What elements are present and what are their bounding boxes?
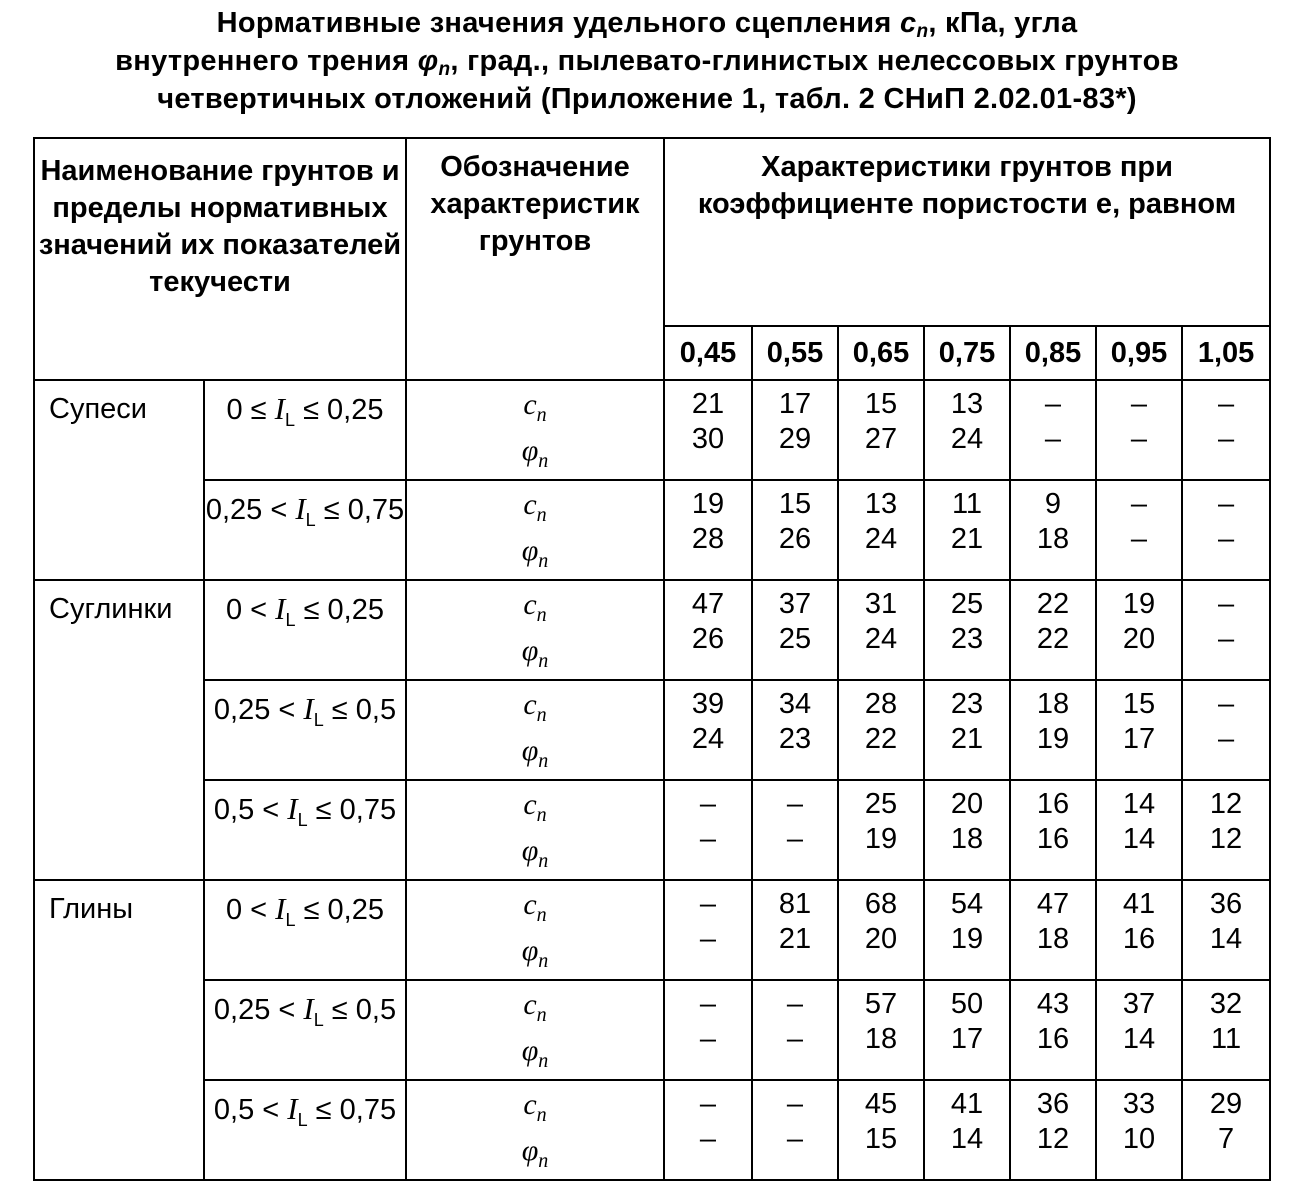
friction-angle-value: 24	[691, 723, 725, 755]
friction-angle-value: 18	[950, 823, 984, 855]
value-cell	[1096, 1080, 1182, 1180]
designation-cell	[406, 1080, 664, 1180]
designation-cell	[406, 780, 664, 880]
cohesion-value: –	[699, 988, 717, 1020]
value-cell	[838, 480, 924, 580]
friction-angle-value: 24	[864, 623, 898, 655]
friction-angle-value: 28	[691, 523, 725, 555]
value-cell	[1010, 380, 1096, 480]
friction-angle-value: 15	[864, 1123, 898, 1155]
friction-angle-value: 22	[864, 723, 898, 755]
cohesion-value: 33	[1122, 1088, 1156, 1120]
designation-cell	[406, 680, 664, 780]
friction-angle-value: 19	[1036, 723, 1070, 755]
value-cell	[924, 580, 1010, 680]
value-cell	[924, 780, 1010, 880]
liquidity-index-range: $0,25 < I_L \le 0,5$	[204, 680, 406, 780]
cohesion-value: 34	[778, 688, 812, 720]
liquidity-index-range: $0,25 < I_L \le 0,5$	[204, 980, 406, 1080]
liquidity-index-symbol: $I_L$	[274, 391, 296, 431]
friction-angle-value: 27	[864, 423, 898, 455]
cohesion-value: 18	[1036, 688, 1070, 720]
cohesion-value: 57	[864, 988, 898, 1020]
cohesion-symbol: $c_n$	[523, 388, 547, 426]
liquidity-index-symbol: $I_L$	[287, 791, 308, 831]
value-cell	[752, 380, 838, 480]
cohesion-value: 37	[778, 588, 812, 620]
cohesion-value: 25	[950, 588, 984, 620]
liquidity-index-symbol: $I_L$	[287, 1091, 308, 1131]
cohesion-value: –	[786, 988, 804, 1020]
cohesion-value: 19	[1122, 588, 1156, 620]
value-cell	[924, 980, 1010, 1080]
friction-angle-value: 29	[778, 423, 812, 455]
liquidity-index-symbol: $I_L$	[303, 991, 324, 1031]
friction-angle-value: –	[1217, 523, 1235, 555]
designation-cell	[406, 480, 664, 580]
cohesion-value: –	[1217, 588, 1235, 620]
friction-angle-value: 14	[950, 1123, 984, 1155]
friction-angle-value: –	[1044, 423, 1062, 455]
cohesion-value: 13	[950, 388, 984, 420]
friction-angle-symbol: $\varphi_n$	[521, 434, 549, 472]
value-cell	[664, 580, 752, 680]
value-cell	[752, 1080, 838, 1180]
cohesion-value: –	[1130, 488, 1148, 520]
header-porosity-value: 0,65	[838, 326, 924, 380]
cohesion-value: 15	[778, 488, 812, 520]
cohesion-value: 32	[1209, 988, 1243, 1020]
cohesion-value: 15	[864, 388, 898, 420]
cohesion-value: –	[786, 1088, 804, 1120]
friction-angle-value: 14	[1122, 1023, 1156, 1055]
friction-angle-value: 30	[691, 423, 725, 455]
friction-angle-value: 16	[1036, 1023, 1070, 1055]
title-friction-symbol: $\varphi_n$	[417, 45, 451, 80]
value-cell	[1010, 880, 1096, 980]
liquidity-index-symbol: $I_L$	[275, 891, 296, 931]
cohesion-value: 21	[691, 388, 725, 420]
cohesion-value: 45	[864, 1088, 898, 1120]
cohesion-value: –	[1044, 388, 1062, 420]
friction-angle-value: 12	[1209, 823, 1243, 855]
cohesion-value: 41	[950, 1088, 984, 1120]
cohesion-value: –	[786, 788, 804, 820]
value-cell	[1096, 880, 1182, 980]
cohesion-value: 25	[864, 788, 898, 820]
friction-angle-value: –	[1217, 623, 1235, 655]
value-cell	[1182, 780, 1270, 880]
friction-angle-value: 24	[864, 523, 898, 555]
soil-type-name: Супеси	[49, 393, 147, 425]
friction-angle-value: 16	[1122, 923, 1156, 955]
table-title	[10, 4, 1284, 118]
friction-angle-value: –	[699, 823, 717, 855]
cohesion-value: 54	[950, 888, 984, 920]
cohesion-symbol: $c_n$	[523, 688, 547, 726]
cohesion-symbol: $c_n$	[523, 588, 547, 626]
cohesion-value: –	[699, 888, 717, 920]
value-cell	[1182, 1080, 1270, 1180]
friction-angle-value: –	[1130, 423, 1148, 455]
soil-type-name: Глины	[49, 893, 134, 925]
liquidity-index-symbol: $I_L$	[303, 691, 324, 731]
table-row	[34, 580, 1270, 680]
cohesion-value: 29	[1209, 1088, 1243, 1120]
friction-angle-value: –	[786, 1123, 804, 1155]
value-cell	[752, 680, 838, 780]
cohesion-value: 11	[951, 488, 983, 520]
value-cell	[1182, 580, 1270, 680]
value-cell	[664, 480, 752, 580]
cohesion-value: 36	[1209, 888, 1243, 920]
title-cohesion-symbol: $c_n$	[900, 7, 929, 42]
cohesion-value: 12	[1209, 788, 1243, 820]
header-designation: Обозначение характеристик грунтов	[406, 138, 664, 380]
cohesion-value: 17	[778, 388, 812, 420]
liquidity-index-range: $0,5 < I_L \le 0,75$	[204, 780, 406, 880]
value-cell	[838, 780, 924, 880]
value-cell	[1182, 980, 1270, 1080]
soil-type-cell	[34, 880, 204, 1180]
friction-angle-value: 14	[1209, 923, 1243, 955]
friction-angle-symbol: $\varphi_n$	[521, 1034, 549, 1072]
table-header	[34, 138, 1270, 380]
soil-type-cell	[34, 580, 204, 880]
value-cell	[838, 580, 924, 680]
header-porosity-value: 0,85	[1010, 326, 1096, 380]
cohesion-value: 22	[1036, 588, 1070, 620]
cohesion-value: 13	[864, 488, 898, 520]
liquidity-index-range: $0 < I_L \le 0,25$	[204, 880, 406, 980]
value-cell	[1096, 780, 1182, 880]
header-porosity-value: 0,45	[664, 326, 752, 380]
title-line-3: четвертичных отложений (Приложение 1, табл. 2 СНиП 2.02.01-83*)	[157, 83, 1137, 115]
value-cell	[1096, 380, 1182, 480]
friction-angle-symbol: $\varphi_n$	[521, 934, 549, 972]
friction-angle-value: 11	[1210, 1023, 1242, 1055]
table-row	[34, 880, 1270, 980]
value-cell	[664, 980, 752, 1080]
value-cell	[1096, 580, 1182, 680]
cohesion-value: 81	[778, 888, 812, 920]
cohesion-value: 39	[691, 688, 725, 720]
cohesion-value: –	[1217, 688, 1235, 720]
cohesion-value: 47	[1036, 888, 1070, 920]
cohesion-symbol: $c_n$	[523, 888, 547, 926]
cohesion-value: 68	[864, 888, 898, 920]
liquidity-index-range: $0,5 < I_L \le 0,75$	[204, 1080, 406, 1180]
value-cell	[1010, 780, 1096, 880]
table-row	[34, 1080, 1270, 1180]
friction-angle-value: 18	[1036, 523, 1070, 555]
cohesion-value: –	[1217, 488, 1235, 520]
cohesion-symbol: $c_n$	[523, 788, 547, 826]
table-row	[34, 480, 1270, 580]
friction-angle-value: 7	[1217, 1123, 1235, 1155]
value-cell	[752, 780, 838, 880]
friction-angle-value: –	[1217, 723, 1235, 755]
cohesion-symbol: $c_n$	[523, 488, 547, 526]
cohesion-value: 50	[950, 988, 984, 1020]
value-cell	[664, 780, 752, 880]
cohesion-value: –	[1217, 388, 1235, 420]
friction-angle-value: 26	[691, 623, 725, 655]
cohesion-value: 47	[691, 588, 725, 620]
friction-angle-value: 21	[950, 523, 984, 555]
value-cell	[752, 480, 838, 580]
value-cell	[664, 880, 752, 980]
header-soil-name: Наименование грунтов и пределы нормативных значений их показателей текучести	[34, 138, 406, 380]
header-porosity-value: 0,55	[752, 326, 838, 380]
liquidity-index-symbol: $I_L$	[275, 591, 296, 631]
friction-angle-value: –	[786, 1023, 804, 1055]
cohesion-symbol: $c_n$	[523, 1088, 547, 1126]
friction-angle-symbol: $\varphi_n$	[521, 834, 549, 872]
friction-angle-symbol: $\varphi_n$	[521, 734, 549, 772]
value-cell	[752, 580, 838, 680]
friction-angle-value: 14	[1122, 823, 1156, 855]
table-row	[34, 380, 1270, 480]
friction-angle-value: 24	[950, 423, 984, 455]
friction-angle-value: 22	[1036, 623, 1070, 655]
liquidity-index-range: $0,25 < I_L \le 0,75$	[204, 480, 406, 580]
cohesion-value: 36	[1036, 1088, 1070, 1120]
cohesion-value: 15	[1122, 688, 1156, 720]
value-cell	[838, 880, 924, 980]
value-cell	[1010, 480, 1096, 580]
friction-angle-value: 10	[1122, 1123, 1156, 1155]
value-cell	[924, 1080, 1010, 1180]
value-cell	[664, 1080, 752, 1180]
cohesion-value: 23	[950, 688, 984, 720]
friction-angle-value: 23	[950, 623, 984, 655]
value-cell	[924, 480, 1010, 580]
value-cell	[664, 380, 752, 480]
value-cell	[1096, 680, 1182, 780]
value-cell	[924, 680, 1010, 780]
liquidity-index-symbol: $I_L$	[295, 491, 316, 531]
friction-angle-value: 23	[778, 723, 812, 755]
value-cell	[1010, 680, 1096, 780]
value-cell	[1010, 580, 1096, 680]
value-cell	[924, 880, 1010, 980]
cohesion-value: –	[699, 1088, 717, 1120]
header-porosity-value: 0,75	[924, 326, 1010, 380]
cohesion-value: 28	[864, 688, 898, 720]
header-porosity-value: 1,05	[1182, 326, 1270, 380]
friction-angle-value: –	[699, 923, 717, 955]
friction-angle-value: –	[1217, 423, 1235, 455]
cohesion-value: 20	[950, 788, 984, 820]
designation-cell	[406, 980, 664, 1080]
cohesion-value: 43	[1036, 988, 1070, 1020]
friction-angle-value: –	[1130, 523, 1148, 555]
value-cell	[664, 680, 752, 780]
title-line-1: Нормативные значения удельного сцепления $c_n$, кПа, угла	[216, 7, 1078, 42]
value-cell	[752, 880, 838, 980]
cohesion-value: 19	[691, 488, 725, 520]
friction-angle-value: 17	[1122, 723, 1156, 755]
cohesion-value: 9	[1044, 488, 1062, 520]
friction-angle-value: –	[699, 1123, 717, 1155]
soil-properties-table	[33, 137, 1271, 1181]
cohesion-symbol: $c_n$	[523, 988, 547, 1026]
friction-angle-value: 21	[950, 723, 984, 755]
value-cell	[1182, 880, 1270, 980]
title-line-2: внутреннего трения $\varphi_n$, град., пылевато-глинистых нелессовых грунтов	[115, 45, 1179, 80]
friction-angle-value: 18	[1036, 923, 1070, 955]
friction-angle-value: 19	[950, 923, 984, 955]
cohesion-value: 41	[1122, 888, 1156, 920]
value-cell	[1096, 980, 1182, 1080]
friction-angle-value: –	[786, 823, 804, 855]
friction-angle-value: 12	[1036, 1123, 1070, 1155]
value-cell	[1010, 980, 1096, 1080]
friction-angle-value: 16	[1036, 823, 1070, 855]
value-cell	[1182, 480, 1270, 580]
value-cell	[1182, 680, 1270, 780]
cohesion-value: –	[699, 788, 717, 820]
cohesion-value: –	[1130, 388, 1148, 420]
friction-angle-value: 21	[778, 923, 812, 955]
friction-angle-value: 17	[950, 1023, 984, 1055]
table-row	[34, 980, 1270, 1080]
header-porosity-value: 0,95	[1096, 326, 1182, 380]
liquidity-index-range: $0 \le I_L \le 0,25$	[204, 380, 406, 480]
friction-angle-value: 20	[1122, 623, 1156, 655]
friction-angle-symbol: $\varphi_n$	[521, 534, 549, 572]
value-cell	[838, 680, 924, 780]
cohesion-value: 31	[864, 588, 898, 620]
table-body	[34, 380, 1270, 1180]
soil-type-cell	[34, 380, 204, 580]
table-row	[34, 780, 1270, 880]
friction-angle-value: 18	[864, 1023, 898, 1055]
value-cell	[838, 1080, 924, 1180]
designation-cell	[406, 580, 664, 680]
friction-angle-value: –	[699, 1023, 717, 1055]
value-cell	[752, 980, 838, 1080]
cohesion-value: 16	[1036, 788, 1070, 820]
soil-type-name: Суглинки	[49, 593, 173, 625]
friction-angle-value: 26	[778, 523, 812, 555]
friction-angle-symbol: $\varphi_n$	[521, 1134, 549, 1172]
friction-angle-value: 25	[778, 623, 812, 655]
header-characteristics: Характеристики грунтов при коэффициенте пористости е, равном	[664, 138, 1270, 326]
value-cell	[924, 380, 1010, 480]
table-row	[34, 680, 1270, 780]
value-cell	[1182, 380, 1270, 480]
designation-cell	[406, 380, 664, 480]
designation-cell	[406, 880, 664, 980]
value-cell	[1010, 1080, 1096, 1180]
friction-angle-symbol: $\varphi_n$	[521, 634, 549, 672]
value-cell	[838, 380, 924, 480]
liquidity-index-range: $0 < I_L \le 0,25$	[204, 580, 406, 680]
cohesion-value: 37	[1122, 988, 1156, 1020]
cohesion-value: 14	[1122, 788, 1156, 820]
value-cell	[838, 980, 924, 1080]
friction-angle-value: 19	[864, 823, 898, 855]
friction-angle-value: 20	[864, 923, 898, 955]
value-cell	[1096, 480, 1182, 580]
